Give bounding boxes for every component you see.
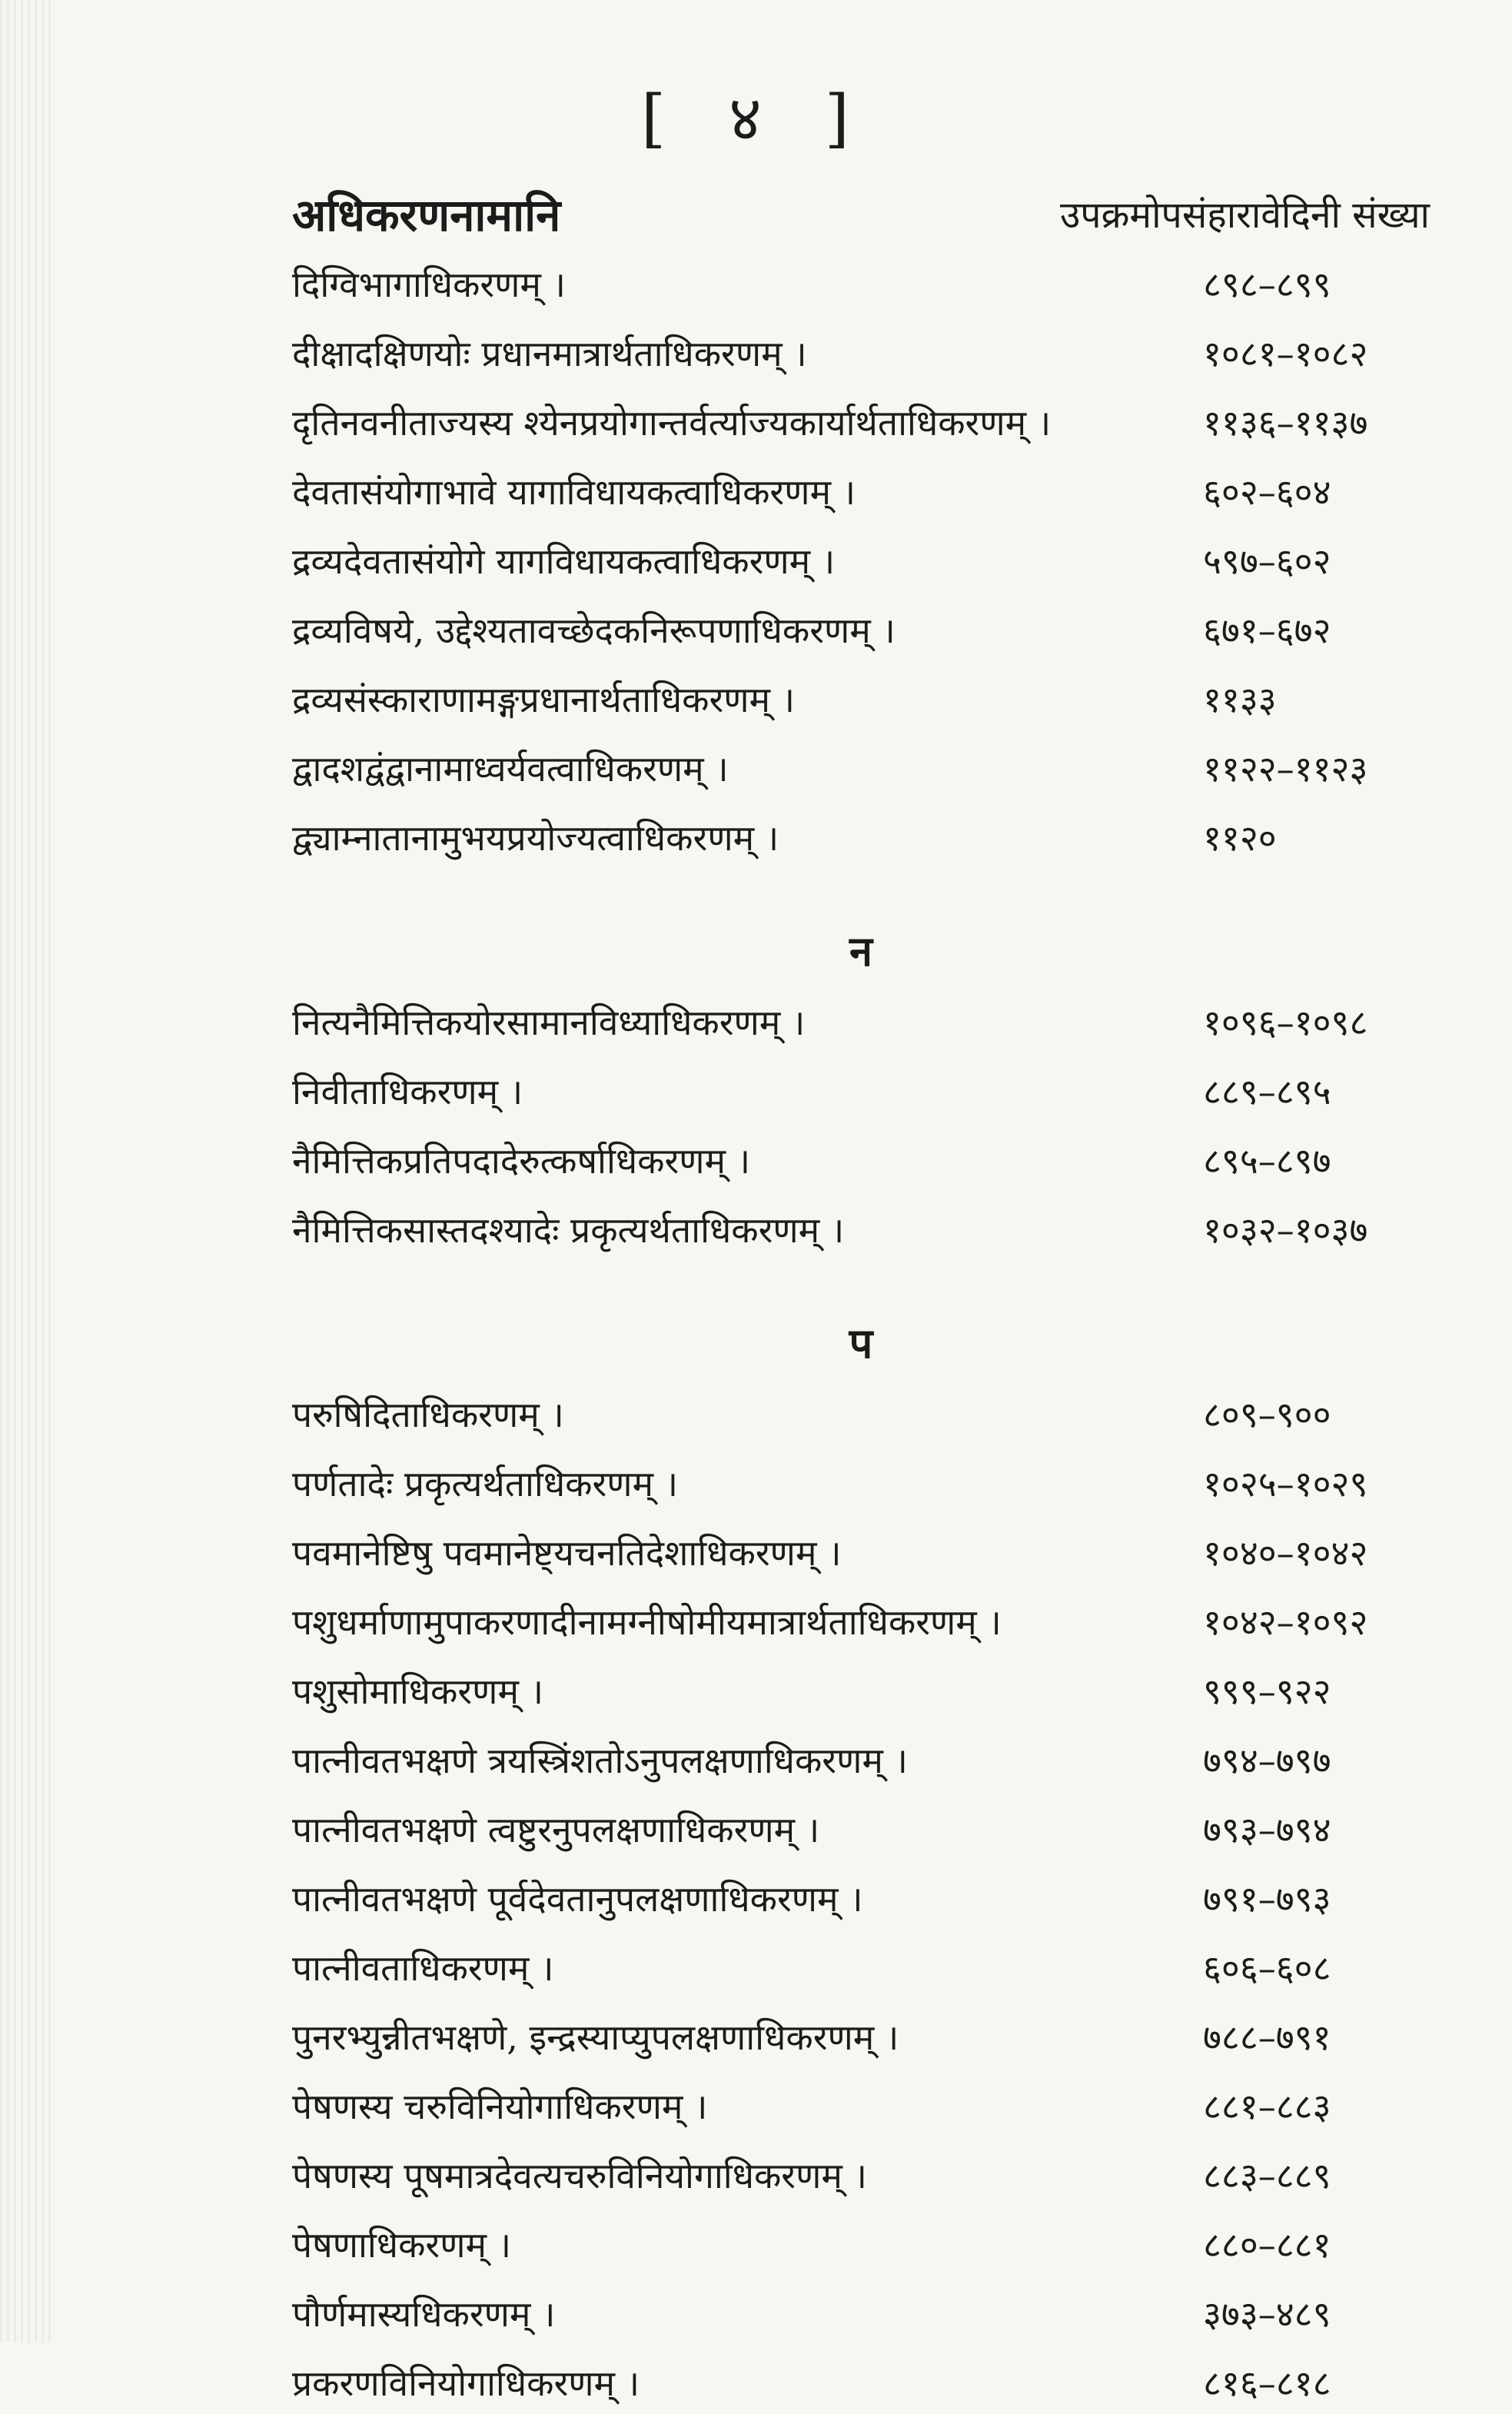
index-row bbox=[292, 2345, 1430, 2414]
adhikarana-name: पर्णतादेः प्रकृत्यर्थताधिकरणम् । bbox=[292, 1463, 679, 1505]
section-range: ३७३–४८९ bbox=[1203, 2293, 1331, 2335]
adhikarana-name: पात्नीवतभक्षणे त्वष्टुरनुपलक्षणाधिकरणम् । bbox=[292, 1809, 820, 1850]
section-letter: प bbox=[849, 1318, 873, 1368]
header-section-numbers: उपक्रमोपसंहारावेदिनी संख्या bbox=[1059, 194, 1430, 237]
adhikarana-name: पशुसोमाधिकरणम् । bbox=[292, 1671, 544, 1712]
section-range: ७९१–७९३ bbox=[1203, 1878, 1331, 1920]
section-range: ११२० bbox=[1203, 817, 1277, 859]
section-range: ९९९–९२२ bbox=[1203, 1671, 1331, 1712]
adhikarana-name: दीक्षादक्षिणयोः प्रधानमात्रार्थताधिकरणम् । bbox=[292, 333, 807, 374]
section-range: १०३२–१०३७ bbox=[1203, 1209, 1368, 1251]
adhikarana-name: नित्यनैमित्तिकयोरसामानविध्याधिकरणम् । bbox=[292, 1002, 806, 1043]
page-number: [ ४ ] bbox=[641, 82, 871, 155]
index-row bbox=[292, 1515, 1430, 1584]
index-row bbox=[292, 1860, 1430, 1930]
index-row bbox=[292, 730, 1430, 800]
index-row bbox=[292, 454, 1430, 523]
adhikarana-name: देवतासंयोगाभावे यागाविधायकत्वाधिकरणम् । bbox=[292, 471, 856, 513]
adhikarana-name: नैमित्तिकसास्तदश्यादेः प्रकृत्यर्थताधिकरणम् । bbox=[292, 1209, 845, 1251]
index-row bbox=[292, 592, 1430, 661]
adhikarana-name: निवीताधिकरणम् । bbox=[292, 1071, 523, 1112]
group-spacer bbox=[292, 1261, 1430, 1307]
section-range: १०४०–१०४२ bbox=[1203, 1532, 1368, 1574]
adhikarana-name: द्व्याम्नातानामुभयप्रयोज्यत्वाधिकरणम् । bbox=[292, 817, 779, 859]
section-range: ५९७–६०२ bbox=[1203, 540, 1331, 582]
index-row bbox=[292, 2068, 1430, 2137]
page-binding-edge bbox=[0, 0, 54, 2343]
adhikarana-name: परुषिदिताधिकरणम् । bbox=[292, 1394, 564, 1435]
adhikarana-name: पवमानेष्टिषु पवमानेष्ट्यचनतिदेशाधिकरणम् । bbox=[292, 1532, 842, 1574]
index-row bbox=[292, 1653, 1430, 1722]
index-row bbox=[292, 2276, 1430, 2345]
section-range: ८८०–८८१ bbox=[1203, 2224, 1331, 2266]
section-range: ७९३–७९४ bbox=[1203, 1809, 1331, 1850]
index-row bbox=[292, 1930, 1430, 1999]
adhikarana-name: पेषणस्य चरुविनियोगाधिकरणम् । bbox=[292, 2086, 708, 2127]
index-table bbox=[292, 246, 1430, 2414]
column-header bbox=[292, 183, 1430, 252]
adhikarana-name: पौर्णमास्यधिकरणम् । bbox=[292, 2293, 556, 2335]
section-range: ११२२–११२३ bbox=[1203, 748, 1368, 790]
section-letter-heading bbox=[292, 1307, 1430, 1376]
adhikarana-name: पुनरभ्युन्नीतभक्षणे, इन्द्रस्याप्युपलक्षणाधिकरणम् । bbox=[292, 2017, 899, 2058]
section-range: ६०६–६०८ bbox=[1203, 1947, 1331, 1989]
group-spacer bbox=[292, 869, 1430, 915]
adhikarana-name: पात्नीवतभक्षणे पूर्वदेवतानुपलक्षणाधिकरणम् । bbox=[292, 1878, 863, 1920]
section-range: १०२५–१०२९ bbox=[1203, 1463, 1368, 1505]
adhikarana-name: प्रकरणविनियोगाधिकरणम् । bbox=[292, 2362, 640, 2404]
section-range: ८८९–८९५ bbox=[1203, 1071, 1331, 1112]
adhikarana-name: नैमित्तिकप्रतिपदादेरुत्कर्षाधिकरणम् । bbox=[292, 1140, 751, 1182]
index-row bbox=[292, 1122, 1430, 1192]
index-row bbox=[292, 2137, 1430, 2206]
section-range: ७८८–७९१ bbox=[1203, 2017, 1331, 2058]
adhikarana-name: द्रव्यविषये, उद्देश्यतावच्छेदकनिरूपणाधिकरणम् । bbox=[292, 610, 896, 651]
section-range: ८१६–८१८ bbox=[1203, 2362, 1331, 2404]
index-row bbox=[292, 661, 1430, 730]
index-row bbox=[292, 246, 1430, 315]
section-range: १०९६–१०९८ bbox=[1203, 1002, 1368, 1043]
index-row bbox=[292, 1791, 1430, 1860]
section-range: ११३६–११३७ bbox=[1203, 402, 1368, 444]
adhikarana-name: द्वादशद्वंद्वानामाध्वर्यवत्वाधिकरणम् । bbox=[292, 748, 729, 790]
adhikarana-name: पात्नीवतभक्षणे त्रयस्त्रिंशतोऽनुपलक्षणाधिकरणम् । bbox=[292, 1740, 908, 1781]
section-range: ८९५–८९७ bbox=[1203, 1140, 1331, 1182]
section-range: १०८१–१०८२ bbox=[1203, 333, 1368, 374]
index-row bbox=[292, 1584, 1430, 1653]
section-range: ११३३ bbox=[1203, 679, 1277, 720]
index-row bbox=[292, 800, 1430, 869]
index-row bbox=[292, 1053, 1430, 1122]
adhikarana-name: द्रव्यदेवतासंयोगे यागविधायकत्वाधिकरणम् । bbox=[292, 540, 836, 582]
adhikarana-name: द्रव्यसंस्काराणामङ्गप्रधानार्थताधिकरणम् । bbox=[292, 679, 796, 720]
adhikarana-name: पेषणाधिकरणम् । bbox=[292, 2224, 512, 2266]
index-row bbox=[292, 315, 1430, 384]
index-row bbox=[292, 523, 1430, 592]
section-range: ८०९–९०० bbox=[1203, 1394, 1331, 1435]
adhikarana-name: पेषणस्य पूषमात्रदेवत्यचरुविनियोगाधिकरणम् । bbox=[292, 2155, 867, 2196]
index-row bbox=[292, 1445, 1430, 1515]
index-row bbox=[292, 1192, 1430, 1261]
section-range: ८८१–८८३ bbox=[1203, 2086, 1331, 2127]
section-range: ७९४–७९७ bbox=[1203, 1740, 1331, 1781]
section-letter: न bbox=[849, 926, 872, 976]
index-row bbox=[292, 1722, 1430, 1791]
index-row bbox=[292, 984, 1430, 1053]
adhikarana-name: दिग्विभागाधिकरणम् । bbox=[292, 264, 566, 305]
section-range: ६०२–६०४ bbox=[1203, 471, 1331, 513]
adhikarana-name: पशुधर्माणामुपाकरणादीनामग्नीषोमीयमात्रार्थताधिकरणम् । bbox=[292, 1601, 1002, 1643]
section-range: ८८३–८८९ bbox=[1203, 2155, 1331, 2196]
adhikarana-name: दृतिनवनीताज्यस्य श्येनप्रयोगान्तर्वर्त्याज्यकार्यार्थताधिकरणम् । bbox=[292, 402, 1052, 444]
index-row bbox=[292, 2206, 1430, 2276]
section-range: ६७१–६७२ bbox=[1203, 610, 1331, 651]
section-range: १०४२–१०९२ bbox=[1203, 1601, 1368, 1643]
header-adhikarana-names: अधिकरणनामानि bbox=[292, 189, 561, 241]
section-range: ८९८–८९९ bbox=[1203, 264, 1331, 305]
index-row bbox=[292, 1999, 1430, 2068]
section-letter-heading bbox=[292, 915, 1430, 984]
index-row bbox=[292, 1376, 1430, 1445]
index-row bbox=[292, 384, 1430, 454]
adhikarana-name: पात्नीवताधिकरणम् । bbox=[292, 1947, 554, 1989]
